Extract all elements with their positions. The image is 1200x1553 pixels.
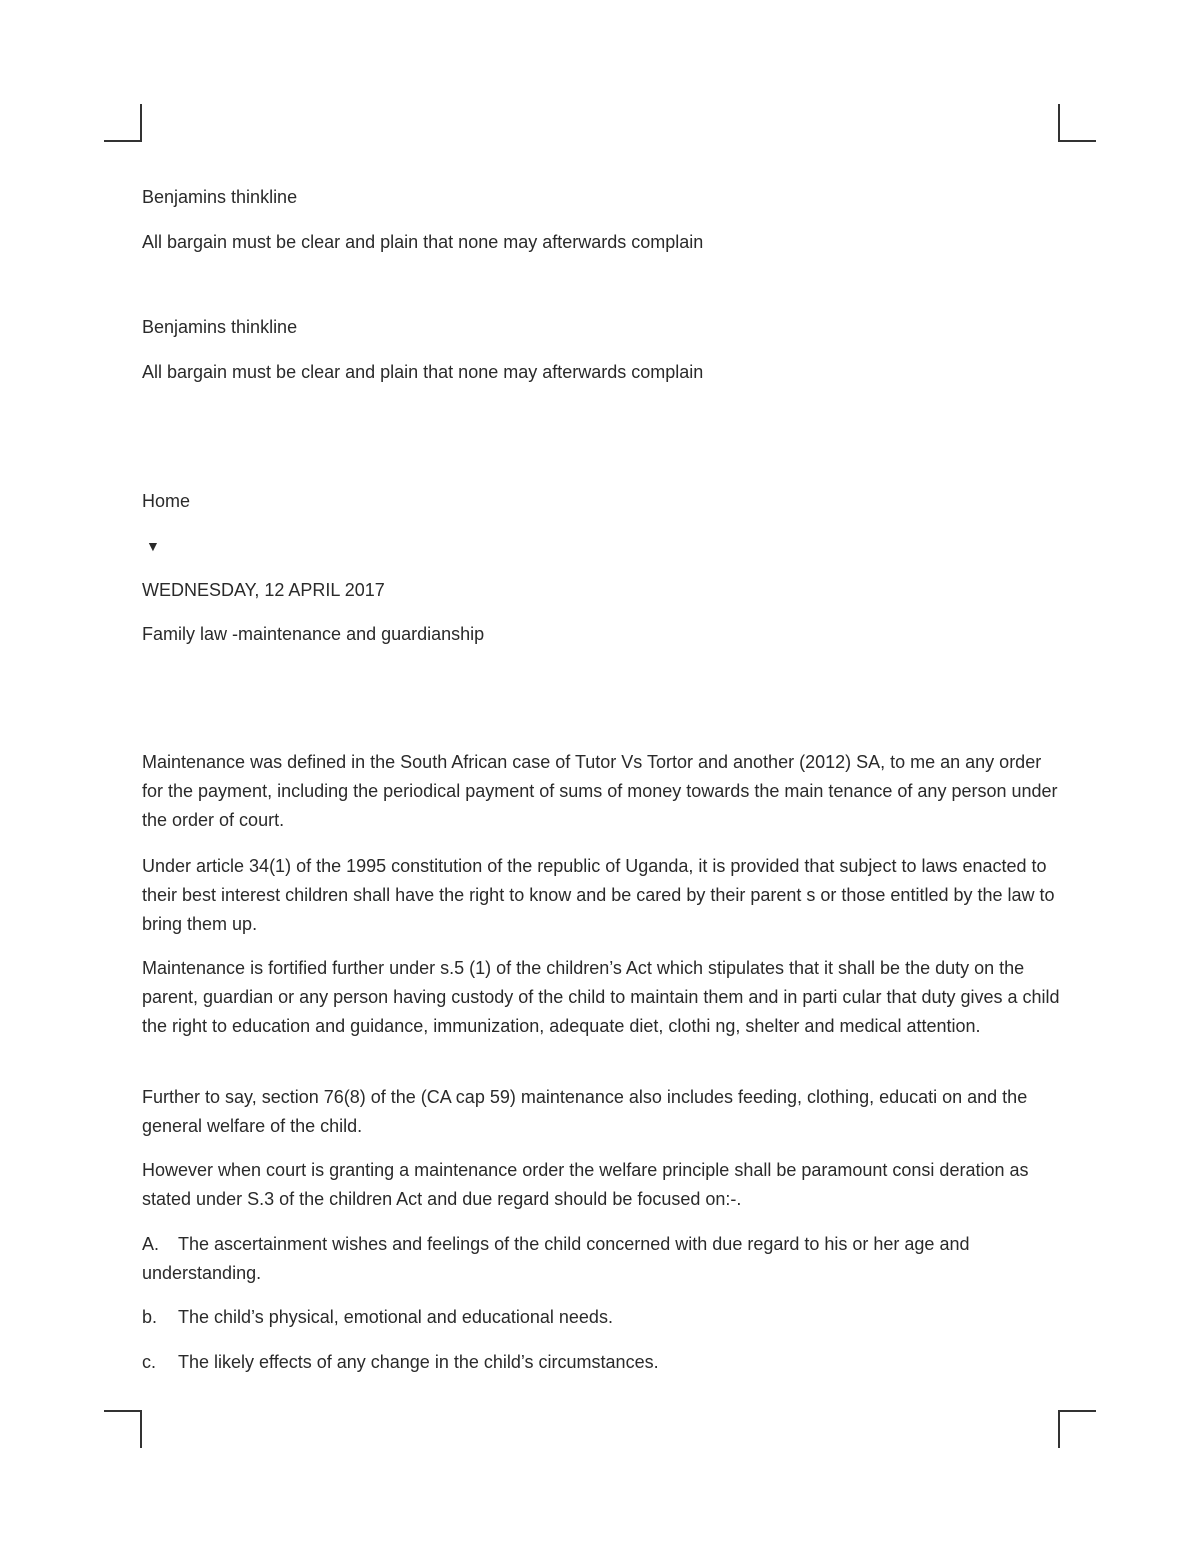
crop-mark-top-right xyxy=(1058,104,1096,142)
crop-mark-top-left xyxy=(104,104,142,142)
post-title: Family law -maintenance and guardianship xyxy=(142,624,485,644)
paragraph-constitution: Under article 34(1) of the 1995 constitution of the republic of Uganda, it is provided that subject to laws enacted to their best interest children shall have the right to know and be cared by their parent s or those entitled by the law to bring them up. xyxy=(142,856,1055,934)
blog-title-2: Benjamins thinkline xyxy=(142,317,298,337)
list-item xyxy=(142,1303,1067,1332)
blog-title-1: Benjamins thinkline xyxy=(142,187,298,207)
list-letter: b. xyxy=(142,1307,158,1327)
dropdown-arrow-icon[interactable]: ▼ xyxy=(146,538,160,554)
list-item xyxy=(142,1348,1067,1377)
list-text: The ascertainment wishes and feelings of the child concerned with due regard to his or her age and understanding. xyxy=(142,1234,970,1283)
crop-mark-bottom-right xyxy=(1058,1410,1096,1448)
list-text: The child’s physical, emotional and educational needs. xyxy=(178,1307,613,1327)
list-letter: c. xyxy=(142,1352,157,1372)
list-item xyxy=(142,1230,1067,1288)
list-letter: A. xyxy=(142,1234,160,1254)
blog-tagline-2: All bargain must be clear and plain that none may afterwards complain xyxy=(142,362,704,382)
blog-tagline-1: All bargain must be clear and plain that none may afterwards complain xyxy=(142,232,704,252)
home-link[interactable]: Home xyxy=(142,491,191,511)
post-date: WEDNESDAY, 12 APRIL 2017 xyxy=(142,580,385,600)
paragraph-childrens-act: Maintenance is fortified further under s.5 (1) of the children’s Act which stipulates that it shall be the duty on the parent, guardian or any person having custody of the child to maintain them and in parti cular that duty gives a child the right to education and guidance, immunization, adequate diet, clothi ng, shelter and medical attention. xyxy=(142,958,1060,1036)
paragraph-welfare-principle: However when court is granting a maintenance order the welfare principle shall be paramount consi deration as stated under S.3 of the children Act and due regard should be focused on:-. xyxy=(142,1160,1029,1209)
list-text: The likely effects of any change in the child’s circumstances. xyxy=(178,1352,659,1372)
crop-mark-bottom-left xyxy=(104,1410,142,1448)
paragraph-definition: Maintenance was defined in the South African case of Tutor Vs Tortor and another (2012) SA, to me an any order for the payment, including the periodical payment of sums of money towards the main tenance of any person under the order of court. xyxy=(142,752,1058,830)
paragraph-section-76: Further to say, section 76(8) of the (CA cap 59) maintenance also includes feeding, clothing, educati on and the general welfare of the child. xyxy=(142,1087,1028,1136)
